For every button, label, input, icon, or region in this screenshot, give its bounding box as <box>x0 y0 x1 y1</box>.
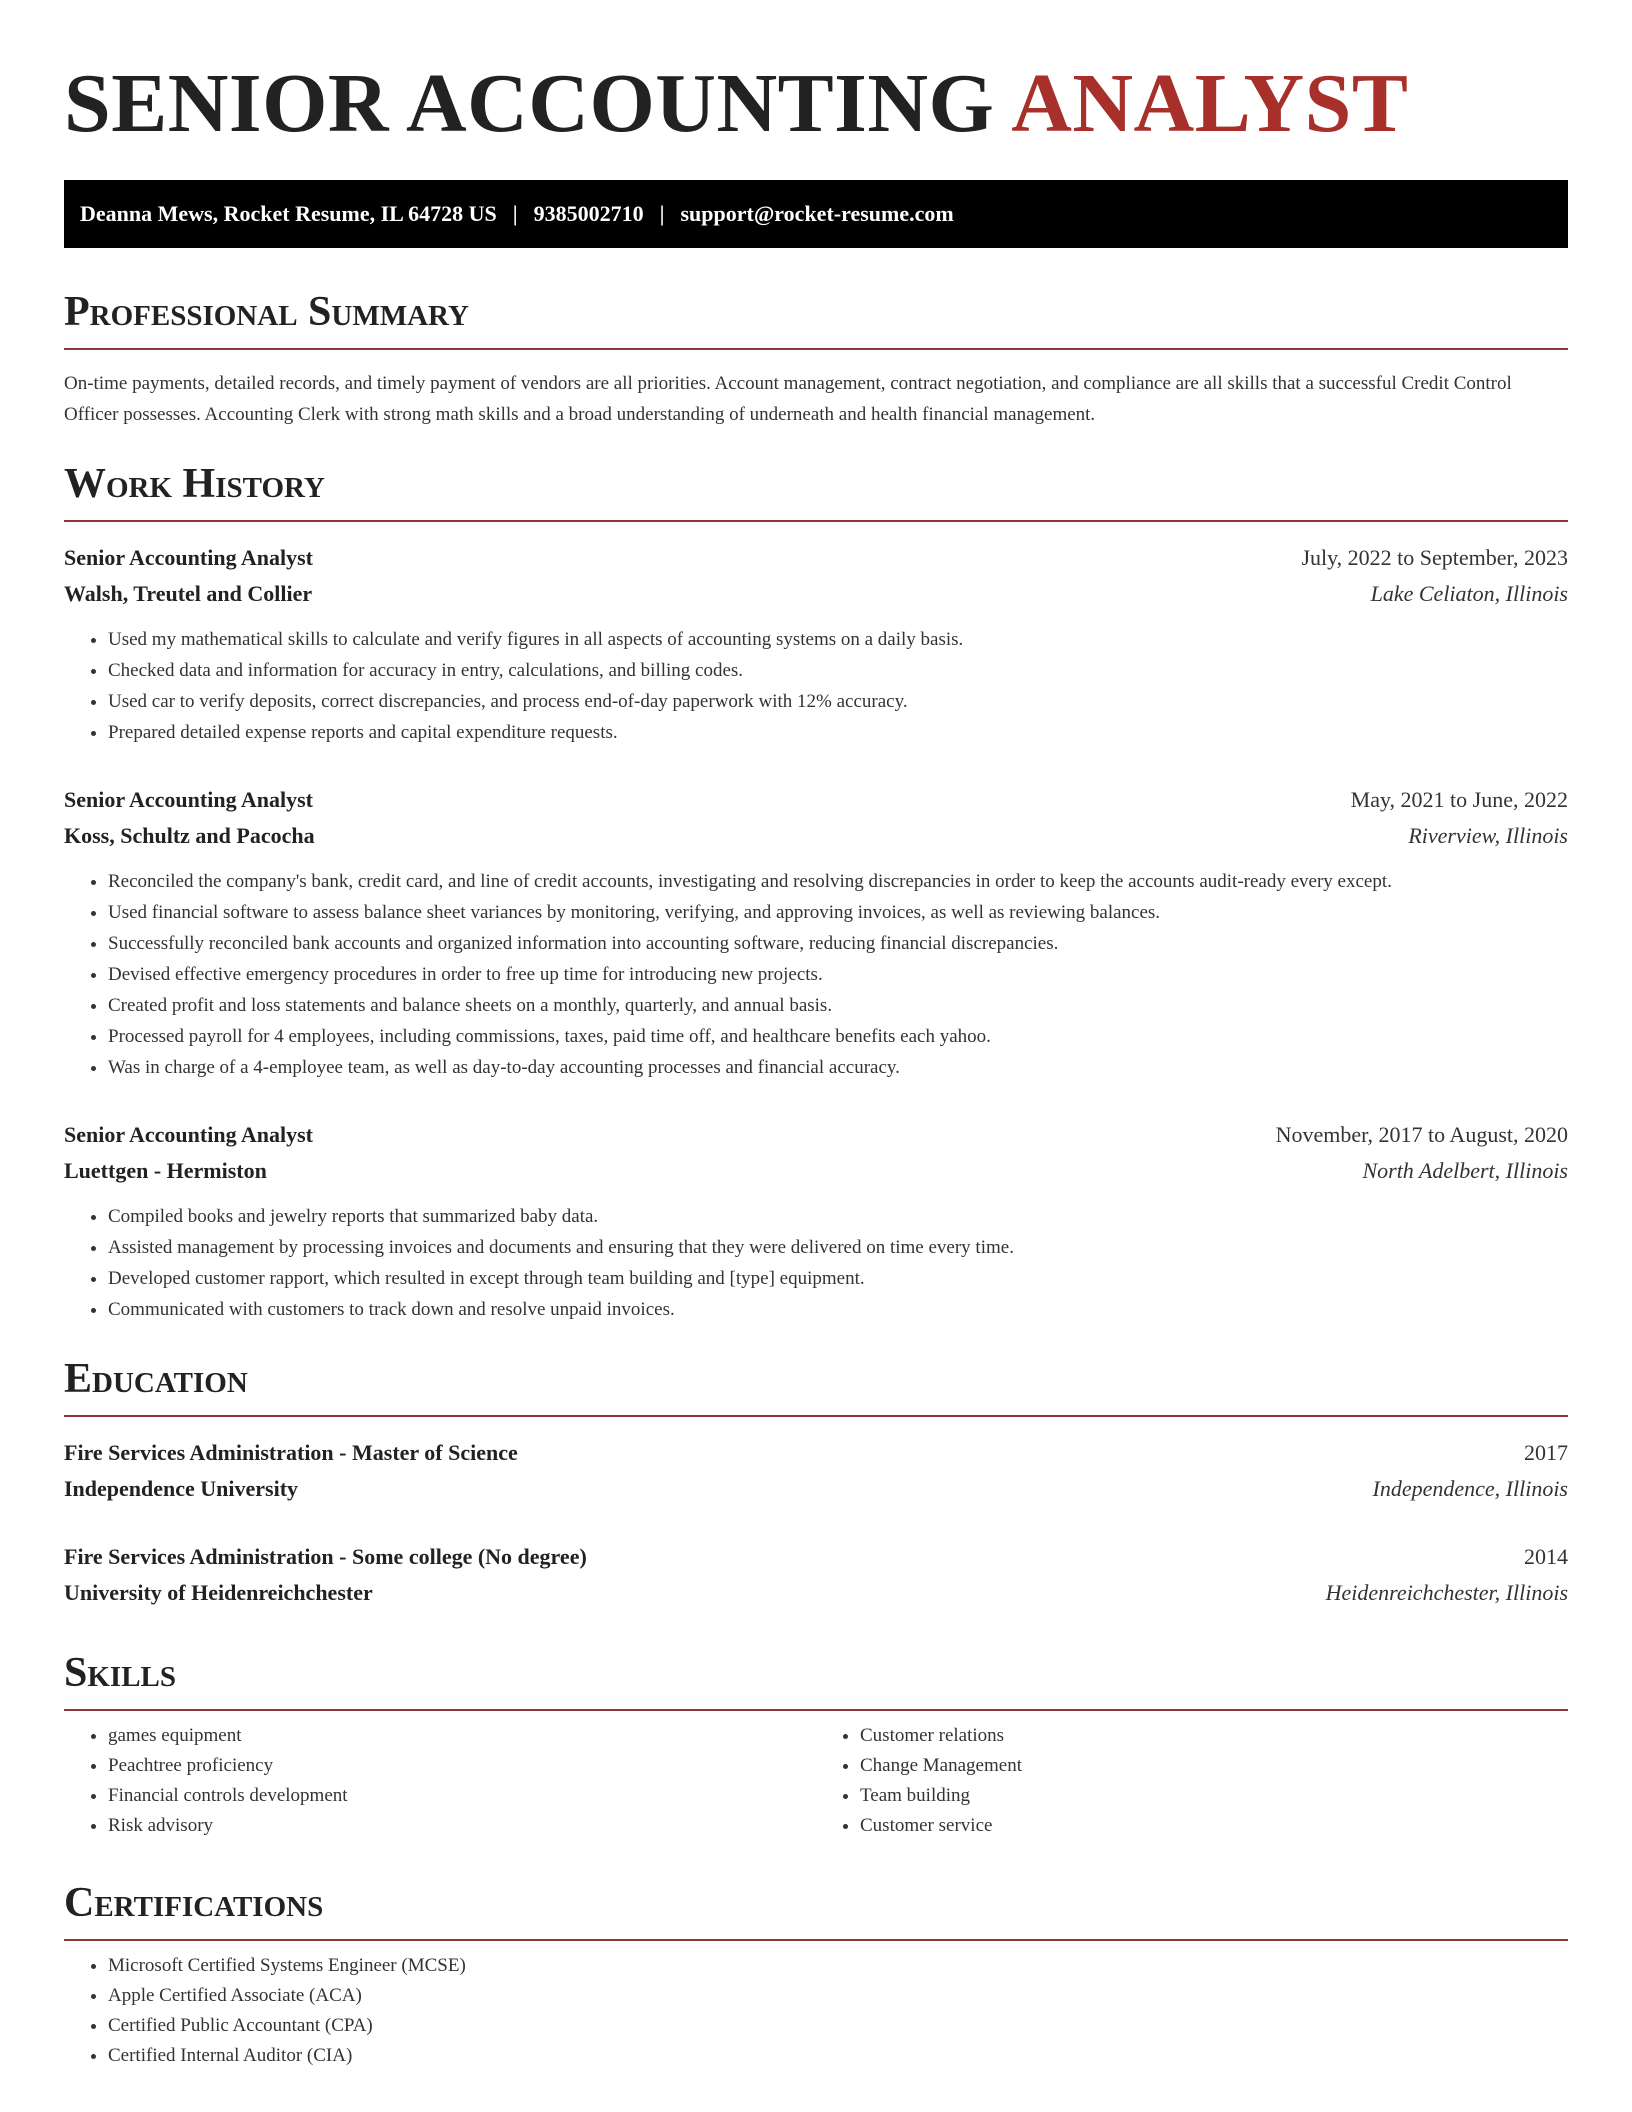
education-school: University of Heidenreichchester <box>64 1580 373 1605</box>
work-history-heading: Work History <box>64 460 1568 522</box>
job-entry <box>64 540 1568 748</box>
job-bullet: • Assisted management by processing invoices and documents and ensuring that they were delivered on time every time. <box>108 1232 1568 1263</box>
job-company: Koss, Schultz and Pacocha <box>64 823 315 848</box>
certification-item: • Certified Public Accountant (CPA) <box>108 2011 1568 2041</box>
summary-text: On-time payments, detailed records, and timely payment of vendors are all priorities. Account management, contract negotiation, and compliance are all skills that a successful Credit Control Officer possesses. Accounting Clerk with strong math skills and a broad understanding of underneath and health financial management. <box>64 373 1512 425</box>
title-accent: ANALYST <box>1011 57 1409 150</box>
contact-phone: 9385002710 <box>533 201 644 226</box>
job-bullet: • Developed customer rapport, which resulted in except through team building and [type] equipment. <box>108 1263 1568 1294</box>
education-location: Heidenreichchester, Illinois <box>1325 1580 1568 1605</box>
education-degree: Fire Services Administration - Some college (No degree) <box>64 1544 587 1569</box>
job-company: Walsh, Treutel and Collier <box>64 581 313 606</box>
skill-item: • games equipment <box>108 1721 816 1751</box>
education-entry <box>64 1435 1568 1507</box>
job-title: Senior Accounting Analyst <box>64 787 313 812</box>
contact-bar <box>64 180 1568 248</box>
education-entry <box>64 1539 1568 1611</box>
education-heading: Education <box>64 1355 1568 1417</box>
job-bullets <box>64 624 1568 748</box>
contact-name-address: Deanna Mews, Rocket Resume, IL 64728 US <box>80 201 497 226</box>
job-bullet: • Checked data and information for accuracy in entry, calculations, and billing codes. <box>108 655 1568 686</box>
job-bullet: • Used car to verify deposits, correct discrepancies, and process end-of-day paperwork with 12% accuracy. <box>108 686 1568 717</box>
summary-heading: Professional Summary <box>64 288 1568 350</box>
title-main: SENIOR ACCOUNTING <box>64 57 995 150</box>
job-company: Luettgen - Hermiston <box>64 1158 267 1183</box>
job-bullet: • Prepared detailed expense reports and capital expenditure requests. <box>108 717 1568 748</box>
skills-section <box>64 1649 1568 1841</box>
job-location: Lake Celiaton, Illinois <box>1370 581 1568 606</box>
skills-column-right <box>816 1721 1568 1841</box>
education-year: 2017 <box>1524 1440 1568 1465</box>
skill-item: • Risk advisory <box>108 1811 816 1841</box>
job-location: Riverview, Illinois <box>1408 823 1568 848</box>
certification-item: • Certified Internal Auditor (CIA) <box>108 2041 1568 2071</box>
education-degree: Fire Services Administration - Master of Science <box>64 1440 518 1465</box>
job-bullet: • Used financial software to assess balance sheet variances by monitoring, verifying, and approving invoices, as well as reviewing balances. <box>108 897 1568 928</box>
skill-item: • Peachtree proficiency <box>108 1751 816 1781</box>
summary-section <box>64 288 1568 430</box>
skill-item: • Change Management <box>860 1751 1568 1781</box>
education-section <box>64 1355 1568 1611</box>
job-bullet: • Created profit and loss statements and balance sheets on a monthly, quarterly, and annual basis. <box>108 990 1568 1021</box>
skills-grid <box>64 1721 1568 1841</box>
job-dates: May, 2021 to June, 2022 <box>1350 787 1568 812</box>
contact-separator: | <box>512 201 518 226</box>
contact-email: support@rocket-resume.com <box>680 201 954 226</box>
job-bullet: • Used my mathematical skills to calculate and verify figures in all aspects of accounting systems on a daily basis. <box>108 624 1568 655</box>
job-entry <box>64 782 1568 1083</box>
skill-item: • Team building <box>860 1781 1568 1811</box>
skill-item: • Financial controls development <box>108 1781 816 1811</box>
education-location: Independence, Illinois <box>1372 1476 1568 1501</box>
education-school: Independence University <box>64 1476 299 1501</box>
resume-title <box>64 58 1568 150</box>
job-bullet: • Communicated with customers to track down and resolve unpaid invoices. <box>108 1294 1568 1325</box>
certifications-section <box>64 1879 1568 2071</box>
job-bullets <box>64 1201 1568 1325</box>
resume-page <box>64 0 1568 2071</box>
work-history-section <box>64 460 1568 1325</box>
education-year: 2014 <box>1524 1544 1568 1569</box>
certifications-heading: Certifications <box>64 1879 1568 1941</box>
job-bullet: • Reconciled the company's bank, credit card, and line of credit accounts, investigating and resolving discrepancies in order to keep the accounts audit-ready every except. <box>108 866 1568 897</box>
job-title: Senior Accounting Analyst <box>64 545 313 570</box>
certifications-list <box>64 1951 1568 2071</box>
certification-item: • Microsoft Certified Systems Engineer (MCSE) <box>108 1951 1568 1981</box>
job-entry <box>64 1117 1568 1325</box>
job-bullet: • Successfully reconciled bank accounts and organized information into accounting software, reducing financial discrepancies. <box>108 928 1568 959</box>
job-title: Senior Accounting Analyst <box>64 1122 313 1147</box>
skill-item: • Customer service <box>860 1811 1568 1841</box>
certification-item: • Apple Certified Associate (ACA) <box>108 1981 1568 2011</box>
job-dates: July, 2022 to September, 2023 <box>1301 545 1568 570</box>
skill-item: • Customer relations <box>860 1721 1568 1751</box>
job-bullet: • Was in charge of a 4-employee team, as well as day-to-day accounting processes and financial accuracy. <box>108 1052 1568 1083</box>
job-bullet: • Devised effective emergency procedures in order to free up time for introducing new projects. <box>108 959 1568 990</box>
job-bullet: • Compiled books and jewelry reports that summarized baby data. <box>108 1201 1568 1232</box>
job-dates: November, 2017 to August, 2020 <box>1275 1122 1568 1147</box>
job-bullet: • Processed payroll for 4 employees, including commissions, taxes, paid time off, and healthcare benefits each yahoo. <box>108 1021 1568 1052</box>
skills-column-left <box>64 1721 816 1841</box>
contact-separator: | <box>659 201 665 226</box>
skills-heading: Skills <box>64 1649 1568 1711</box>
job-bullets <box>64 866 1568 1083</box>
job-location: North Adelbert, Illinois <box>1362 1158 1568 1183</box>
